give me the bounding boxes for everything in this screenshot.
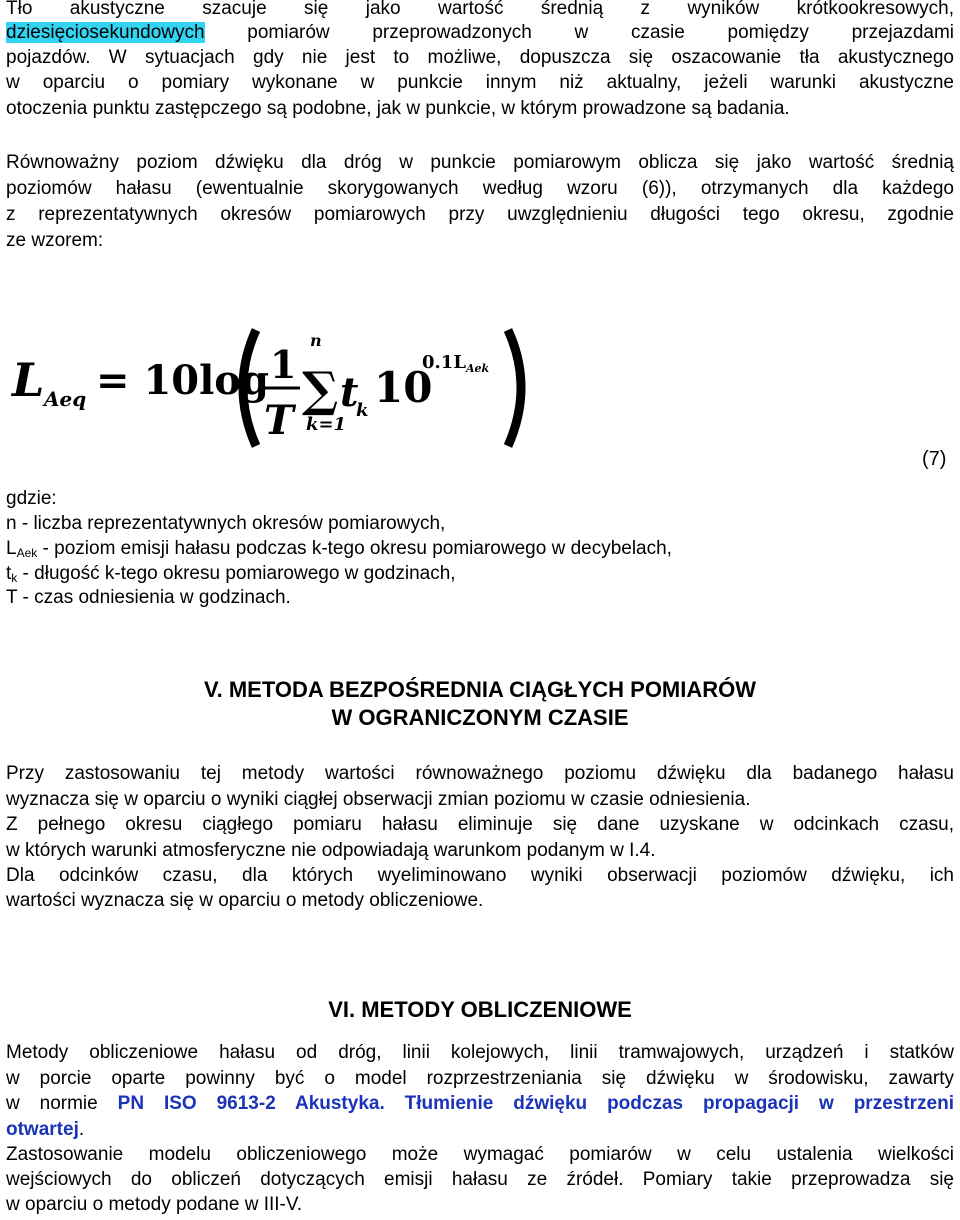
- where-t-symbol: t: [6, 563, 12, 584]
- para1-line: pojazdów. W sytuacjach gdy nie jest to możliwe, dopuszcza się oszacowanie tła akustycznego: [6, 47, 954, 68]
- section6-line: Zastosowanie modelu obliczeniowego może wymagać pomiarów w celu ustalenia wielkości: [6, 1144, 954, 1165]
- section5-line: Przy zastosowaniu tej metody wartości równoważnego poziomu dźwięku dla badanego hałasu: [6, 763, 954, 784]
- where-L-symbol: L: [6, 538, 17, 559]
- para2-line: Równoważny poziom dźwięku dla dróg w punkcie pomiarowym oblicza się jako wartość średnią: [6, 152, 954, 173]
- equation-number: (7): [922, 448, 947, 470]
- para1-line: Tło akustyczne szacuje się jako wartość średnią z wyników krótkookresowych,: [6, 0, 954, 19]
- section5-line: wartości wyznacza się w oparciu o metody obliczeniowe.: [6, 890, 484, 911]
- section5-title-2: W OGRANICZONYM CZASIE: [331, 705, 629, 730]
- where-T: T - czas odniesienia w godzinach.: [6, 587, 291, 608]
- section5-line: Dla odcinków czasu, dla których wyeliminowano wyniki obserwacji poziomów dźwięku, ich: [6, 865, 954, 886]
- norm-reference-end: otwartej: [6, 1119, 79, 1140]
- section6-line: w porcie oparte powinny być o model rozprzestrzeniania się dźwięku w środowisku, zawarty: [6, 1068, 954, 1089]
- sum-sign: ∑: [302, 362, 339, 418]
- section6-title: VI. METODY OBLICZENIOWE: [328, 997, 632, 1022]
- where-intro: gdzie:: [6, 488, 57, 509]
- formula-exponent-sub: Aek: [466, 362, 490, 375]
- para1-line: otoczenia punktu zastępczego są podobne, jak w punkcie, w którym prowadzone są badania.: [6, 98, 790, 119]
- sum-upper: n: [310, 331, 322, 350]
- section5-title: V. METODA BEZPOŚREDNIA CIĄGŁYCH POMIARÓW: [203, 677, 757, 702]
- where-L: [6, 536, 954, 562]
- fraction-numerator: 1: [270, 342, 297, 387]
- section6-line-end: .: [78, 1119, 85, 1140]
- fraction-denominator: T: [264, 397, 294, 444]
- formula-ten: 10: [374, 363, 433, 412]
- formula-equals-log: = 10log: [96, 357, 269, 404]
- section6-line: [6, 1091, 954, 1117]
- highlighted-word: dziesięciosekundowych: [6, 22, 205, 43]
- para1-line: [6, 20, 954, 46]
- para1-line: w oparciu o pomiary wykonane w punkcie innym niż aktualny, jeżeli warunki akustyczne: [6, 72, 954, 93]
- formula-t: t: [340, 369, 359, 416]
- where-n: n - liczba reprezentatywnych okresów pomiarowych,: [6, 513, 446, 534]
- sum-lower: k=1: [306, 414, 347, 435]
- section5-line: w których warunki atmosferyczne nie odpowiadają warunkom podanym w I.4.: [6, 840, 656, 861]
- para2-line: poziomów hałasu (ewentualnie skorygowanych według wzoru (6)), otrzymanych dla każdego: [6, 178, 954, 199]
- formula-t-sub: k: [356, 400, 369, 421]
- formula-leq: [8, 322, 528, 452]
- section5-line: Z pełnego okresu ciągłego pomiaru hałasu eliminuje się dane uzyskane w odcinkach czasu,: [6, 814, 954, 835]
- where-L-subscript: Aek: [16, 546, 38, 560]
- section6-line: wejściowych do obliczeń dotyczących emisji hałasu ze źródeł. Pomiary takie przeprowadza się: [6, 1169, 954, 1190]
- section6-line: w oparciu o metody podane w III-V.: [6, 1194, 303, 1215]
- where-t: [6, 561, 954, 587]
- para1-line-rest: pomiarów przeprowadzonych w czasie pomiędzy przejazdami: [247, 22, 955, 43]
- section6-line-pre: w normie: [6, 1093, 118, 1114]
- formula-lhs-sub: Aeq: [44, 387, 87, 411]
- norm-reference: PN ISO 9613-2 Akustyka. Tłumienie dźwięku podczas propagacji w przestrzeni: [117, 1093, 955, 1114]
- formula-exponent: 0.1L: [422, 352, 466, 373]
- where-t-definition: - długość k-tego okresu pomiarowego w godzinach,: [17, 563, 456, 584]
- section6-line: [6, 1117, 954, 1143]
- where-L-definition: - poziom emisji hałasu podczas k-tego okresu pomiarowego w decybelach,: [37, 538, 672, 559]
- section5-line: wyznacza się w oparciu o wyniki ciągłej obserwacji zmian poziomu w czasie odniesienia.: [6, 789, 751, 810]
- formula-lhs: L: [12, 353, 45, 407]
- para2-line: ze wzorem:: [6, 230, 104, 251]
- section6-line: Metody obliczeniowe hałasu od dróg, linii kolejowych, linii tramwajowych, urządzeń i statków: [6, 1042, 954, 1063]
- right-paren: [508, 330, 521, 446]
- where-t-subscript: k: [11, 571, 18, 585]
- para2-line: z reprezentatywnych okresów pomiarowych przy uwzględnieniu długości tego okresu, zgodnie: [6, 204, 954, 225]
